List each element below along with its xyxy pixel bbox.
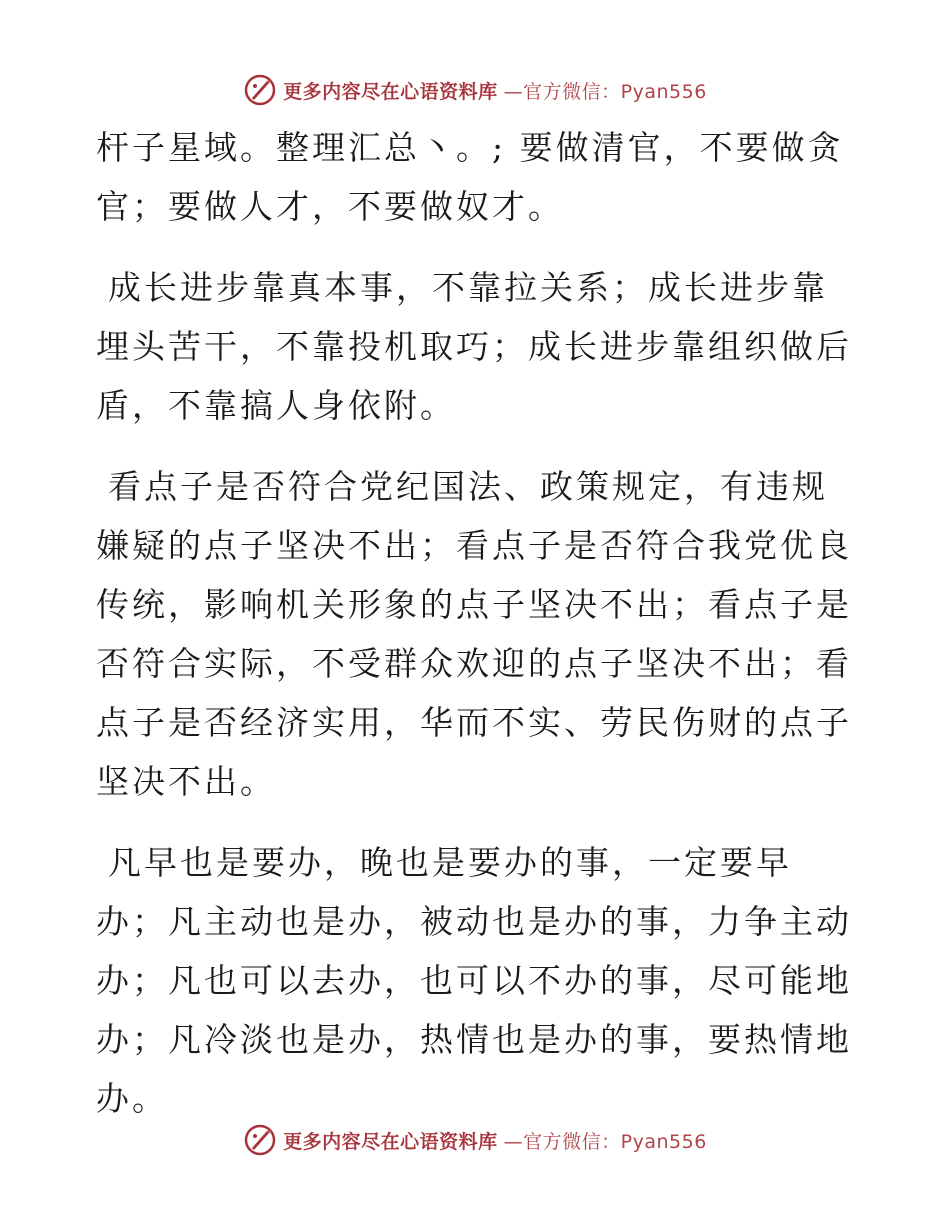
paragraph-2: 成长进步靠真本事，不靠拉关系；成长进步靠埋头苦干，不靠投机取巧；成长进步靠组织做后盾，不靠搞人身依附。	[96, 268, 852, 425]
paragraph-3: 看点子是否符合党纪国法、政策规定，有违规嫌疑的点子坚决不出；看点子是否符合我党优良传统，影响机关形象的点子坚决不出；看点子是否符合实际，不受群众欢迎的点子坚决不出；看点子是否经济实用，华而不实、劳民伤财的点子坚决不出。	[96, 467, 852, 801]
quill-logo-icon	[243, 1123, 277, 1157]
banner-site-name: 更多内容尽在心语资料库	[283, 1130, 498, 1153]
banner-wechat-contact: —官方微信：Pyan556	[503, 80, 707, 103]
document-body	[96, 118, 856, 1150]
banner-wechat-contact: —官方微信：Pyan556	[503, 1130, 707, 1153]
footer-banner-inner	[243, 1123, 707, 1157]
paragraph-4: 凡早也是要办，晚也是要办的事，一定要早办；凡主动也是办，被动也是办的事，力争主动办；凡也可以去办，也可以不办的事，尽可能地办；凡冷淡也是办，热情也是办的事，要热情地办。	[96, 843, 852, 1118]
quill-logo-icon	[243, 73, 277, 107]
header-banner	[0, 70, 950, 110]
header-banner-inner	[243, 73, 707, 107]
footer-banner	[0, 1120, 950, 1160]
banner-site-name: 更多内容尽在心语资料库	[283, 80, 498, 103]
paragraph-1: 杆子星域。整理汇总丶。; 要做清官，不要做贪官；要做人才，不要做奴才。	[96, 128, 844, 226]
